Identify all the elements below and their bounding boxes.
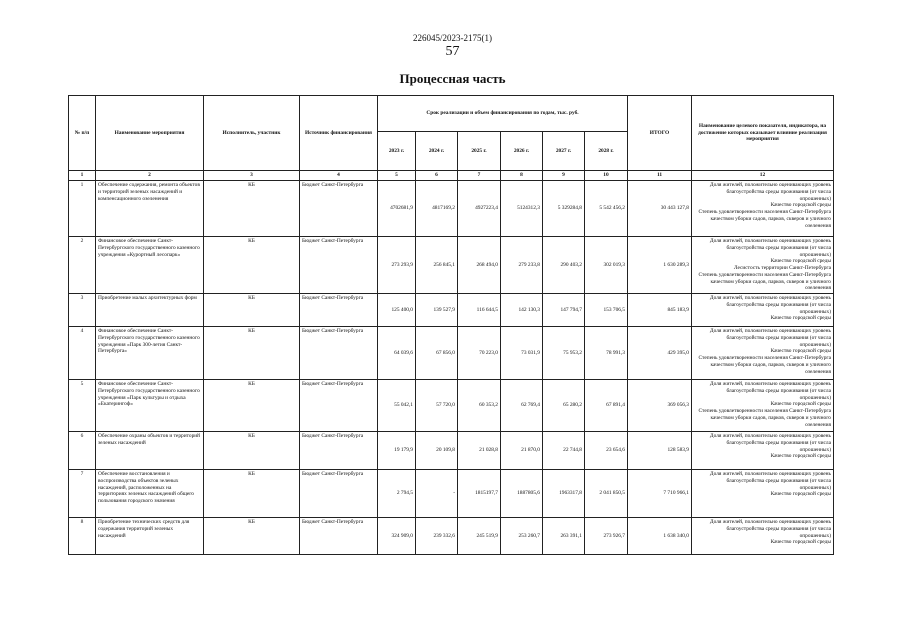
column-number: 3	[204, 171, 300, 181]
row-number: 3	[69, 294, 96, 327]
header-name: Наименование мероприятия	[96, 96, 204, 171]
funding-source: Бюджет Санкт-Петербурга	[300, 432, 378, 470]
funding-source: Бюджет Санкт-Петербурга	[300, 327, 378, 380]
table-row	[69, 237, 834, 294]
year-value: 78 991,3	[585, 327, 628, 380]
total-value: 1 638 340,0	[628, 518, 692, 555]
measure-name: Обеспечение восстановления и воспроизводства объектов зеленых насаждений, расположенных на территориях зеленых насаждений общего пользования городского значения	[96, 470, 204, 518]
year-value: 5 542 456,2	[585, 181, 628, 237]
table-row	[69, 181, 834, 237]
year-value: 139 527,9	[416, 294, 458, 327]
funding-source: Бюджет Санкт-Петербурга	[300, 294, 378, 327]
year-value: 65 280,2	[543, 380, 585, 432]
executor: КБ	[204, 380, 300, 432]
funding-table	[68, 95, 834, 555]
year-value: 273 926,7	[585, 518, 628, 555]
year-value: 57 720,0	[416, 380, 458, 432]
measure-name: Приобретение технических средств для содержания территорий зеленых насаждений	[96, 518, 204, 555]
column-number: 10	[585, 171, 628, 181]
year-value: 21 028,8	[458, 432, 501, 470]
year-value: 67 856,0	[416, 327, 458, 380]
year-value: 4817169,2	[416, 181, 458, 237]
year-value: 21 870,0	[501, 432, 543, 470]
row-number: 2	[69, 237, 96, 294]
indicator-text: Доля жителей, положительно оценивающих уровень благоустройства среды проживания (от числа опрошенных) Качество городской среды Степень удовлетворенности населения Санкт-Петербурга качеством уборки садов, парков, скверов и уличного озеленения	[692, 181, 834, 237]
year-value: 20 109,8	[416, 432, 458, 470]
year-value: 5124312,3	[501, 181, 543, 237]
year-value: 147 794,7	[543, 294, 585, 327]
measure-name: Финансовое обеспечение Санкт-Петербургского государственного казенного учреждения «Курортный лесопарк»	[96, 237, 204, 294]
year-value: 4702681,9	[378, 181, 416, 237]
year-value: 153 706,5	[585, 294, 628, 327]
year-value: 73 031,9	[501, 327, 543, 380]
year-value: 55 042,1	[378, 380, 416, 432]
column-number: 4	[300, 171, 378, 181]
funding-source: Бюджет Санкт-Петербурга	[300, 518, 378, 555]
year-value: 2 041 850,5	[585, 470, 628, 518]
indicator-text: Доля жителей, положительно оценивающих уровень благоустройства среды проживания (от числа опрошенных) Качество городской среды Степень удовлетворенности населения Санкт-Петербурга качеством уборки садов, парков, скверов и уличного озеленения	[692, 327, 834, 380]
year-value: 19 179,9	[378, 432, 416, 470]
executor: КБ	[204, 237, 300, 294]
year-value: 4927223,4	[458, 181, 501, 237]
table-row	[69, 432, 834, 470]
funding-source: Бюджет Санкт-Петербурга	[300, 181, 378, 237]
total-value: 369 056,3	[628, 380, 692, 432]
document-code: 226045/2023-2175(1)	[413, 33, 492, 43]
year-value: 23 654,6	[585, 432, 628, 470]
indicator-text: Доля жителей, положительно оценивающих уровень благоустройства среды проживания (от числа опрошенных) Качество городской среды	[692, 294, 834, 327]
table-row	[69, 327, 834, 380]
year-value: 75 953,2	[543, 327, 585, 380]
header-year: 2028 г.	[585, 132, 628, 171]
executor: КБ	[204, 181, 300, 237]
year-value: 22 744,8	[543, 432, 585, 470]
row-number: 8	[69, 518, 96, 555]
year-value: 245 519,9	[458, 518, 501, 555]
measure-name: Обеспечение содержания, ремонта объектов и территорий зеленых насаждений и компенсационного озеленения	[96, 181, 204, 237]
header-year: 2023 г.	[378, 132, 416, 171]
measure-name: Финансовое обеспечение Санкт-Петербургского государственного казенного учреждения «Парк культуры и отдыха «Екатерингоф»	[96, 380, 204, 432]
column-number: 2	[96, 171, 204, 181]
header-row-top	[69, 96, 834, 132]
year-value: 62 769,4	[501, 380, 543, 432]
year-value: -	[416, 470, 458, 518]
column-number-row	[69, 171, 834, 181]
year-value: 5 329284,8	[543, 181, 585, 237]
header-year: 2027 г.	[543, 132, 585, 171]
year-value: 2 794,5	[378, 470, 416, 518]
header-year: 2024 г.	[416, 132, 458, 171]
year-value: 302 019,3	[585, 237, 628, 294]
year-value: 67 891,4	[585, 380, 628, 432]
section-title: Процессная часть	[399, 71, 506, 86]
header-total: ИТОГО	[628, 96, 692, 171]
row-number: 4	[69, 327, 96, 380]
year-value: 263 391,1	[543, 518, 585, 555]
year-value: 60 353,2	[458, 380, 501, 432]
year-value: 1887805,6	[501, 470, 543, 518]
column-number: 11	[628, 171, 692, 181]
total-value: 128 583,9	[628, 432, 692, 470]
year-value: 142 130,3	[501, 294, 543, 327]
table-row	[69, 294, 834, 327]
column-number: 6	[416, 171, 458, 181]
page-number: 57	[445, 44, 460, 59]
measure-name: Финансовое обеспечение Санкт-Петербургского государственного казенного учреждения «Парк 300-летия Санкт-Петербурга»	[96, 327, 204, 380]
header-indicator: Наименование целевого показателя, индикатора, на достижение которых оказывает влияние реализация мероприятия	[692, 96, 834, 171]
indicator-text: Доля жителей, положительно оценивающих уровень благоустройства среды проживания (от числа опрошенных) Качество городской среды	[692, 518, 834, 555]
year-value: 273 293,9	[378, 237, 416, 294]
year-value: 64 039,6	[378, 327, 416, 380]
year-value: 290 403,2	[543, 237, 585, 294]
measure-name: Приобретение малых архитектурных форм	[96, 294, 204, 327]
table-row	[69, 380, 834, 432]
indicator-text: Доля жителей, положительно оценивающих уровень благоустройства среды проживания (от числа опрошенных) Качество городской среды	[692, 470, 834, 518]
year-value: 125 400,0	[378, 294, 416, 327]
total-value: 429 395,0	[628, 327, 692, 380]
indicator-text: Доля жителей, положительно оценивающих уровень благоустройства среды проживания (от числа опрошенных) Качество городской среды Степень удовлетворенности населения Санкт-Петербурга качеством уборки садов, парков, скверов и уличного озеленения	[692, 380, 834, 432]
row-number: 1	[69, 181, 96, 237]
header-source: Источник финансирования	[300, 96, 378, 171]
row-number: 6	[69, 432, 96, 470]
indicator-text: Доля жителей, положительно оценивающих уровень благоустройства среды проживания (от числа опрошенных) Качество городской среды Лесистость территории Санкт-Петербурга Степень удовлетворенности населения Санкт-Петербурга качеством уборки садов, парков, скверов и уличного озеленения	[692, 237, 834, 294]
total-value: 845 183,9	[628, 294, 692, 327]
row-number: 7	[69, 470, 96, 518]
column-number: 9	[543, 171, 585, 181]
table-row	[69, 470, 834, 518]
total-value: 1 630 289,3	[628, 237, 692, 294]
year-value: 279 233,8	[501, 237, 543, 294]
total-value: 7 710 966,1	[628, 470, 692, 518]
measure-name: Обеспечение охраны объектов и территорий зеленых насаждений	[96, 432, 204, 470]
funding-source: Бюджет Санкт-Петербурга	[300, 237, 378, 294]
year-value: 1963317,8	[543, 470, 585, 518]
column-number: 12	[692, 171, 834, 181]
column-number: 8	[501, 171, 543, 181]
indicator-text: Доля жителей, положительно оценивающих уровень благоустройства среды проживания (от числа опрошенных) Качество городской среды	[692, 432, 834, 470]
column-number: 5	[378, 171, 416, 181]
header-num: № п/п	[69, 96, 96, 171]
year-value: 70 223,0	[458, 327, 501, 380]
column-number: 7	[458, 171, 501, 181]
year-value: 324 909,0	[378, 518, 416, 555]
executor: КБ	[204, 470, 300, 518]
header-term: Срок реализации и объем финансирования по годам, тыс. руб.	[378, 96, 628, 132]
column-number: 1	[69, 171, 96, 181]
row-number: 5	[69, 380, 96, 432]
header-executor: Исполнитель, участник	[204, 96, 300, 171]
year-value: 239 332,6	[416, 518, 458, 555]
executor: КБ	[204, 294, 300, 327]
executor: КБ	[204, 518, 300, 555]
year-value: 268 494,0	[458, 237, 501, 294]
header-year: 2026 г.	[501, 132, 543, 171]
executor: КБ	[204, 327, 300, 380]
year-value: 116 644,5	[458, 294, 501, 327]
total-value: 30 443 127,8	[628, 181, 692, 237]
funding-source: Бюджет Санкт-Петербурга	[300, 380, 378, 432]
table-row	[69, 518, 834, 555]
header-year: 2025 г.	[458, 132, 501, 171]
executor: КБ	[204, 432, 300, 470]
year-value: 253 260,7	[501, 518, 543, 555]
funding-source: Бюджет Санкт-Петербурга	[300, 470, 378, 518]
year-value: 256 845,1	[416, 237, 458, 294]
year-value: 1815197,7	[458, 470, 501, 518]
